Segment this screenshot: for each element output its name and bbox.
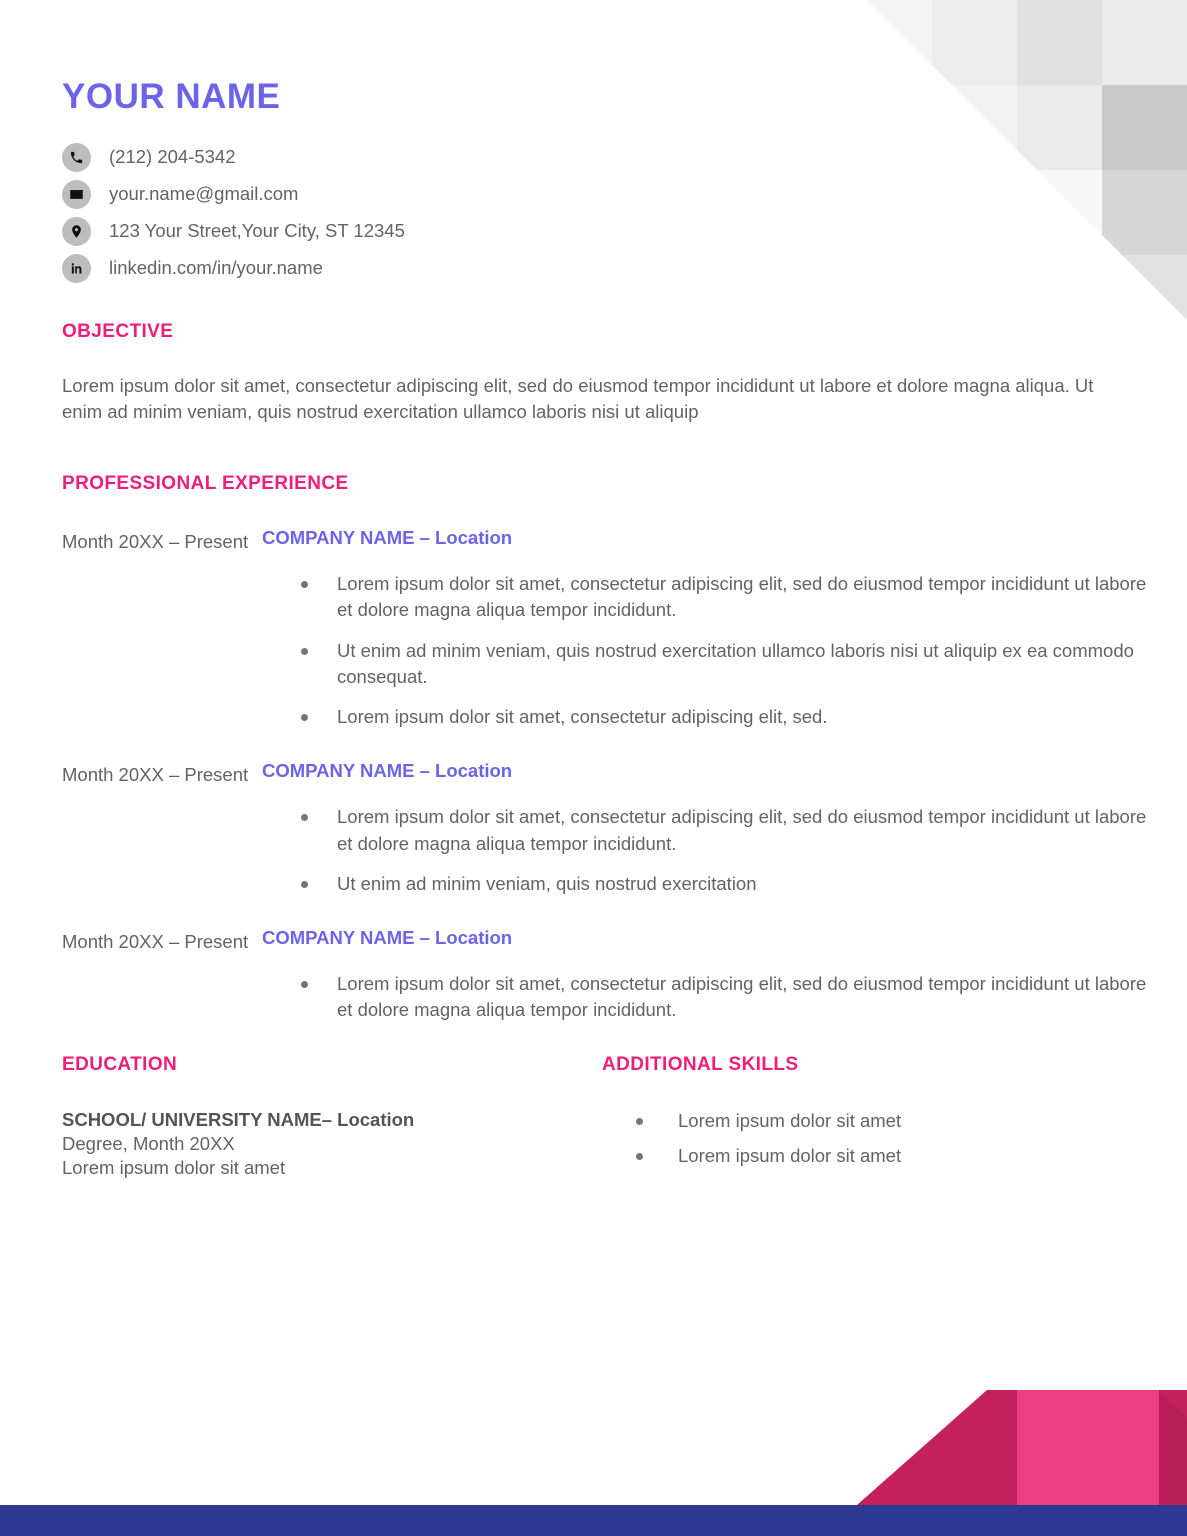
experience-body <box>262 527 1147 730</box>
experience-company: COMPANY NAME – Location <box>262 927 513 949</box>
experience-date: Month 20XX – Present <box>62 931 249 953</box>
list-item: Lorem ipsum dolor sit amet, consectetur adipiscing elit, sed. <box>262 704 1147 730</box>
experience-body <box>262 760 1147 897</box>
email-icon <box>62 180 91 209</box>
linkedin-icon <box>62 254 91 283</box>
experience-bullet-list <box>262 804 1147 897</box>
skills-list <box>602 1108 1147 1170</box>
experience-entry <box>62 760 1147 897</box>
education-column <box>62 1054 602 1180</box>
objective-text: Lorem ipsum dolor sit amet, consectetur adipiscing elit, sed do eiusmod tempor incididunt ut labore et dolore magna aliqua. Ut enim ad minim veniam, quis nostrud exercitation ullamco laboris nisi ut aliquip <box>62 374 1094 422</box>
contact-value-linkedin: linkedin.com/in/your.name <box>109 256 323 278</box>
section-heading-education: EDUCATION <box>62 1053 178 1075</box>
experience-bullet-list <box>262 971 1147 1024</box>
phone-icon <box>62 143 91 172</box>
bottom-blue-bar <box>0 1505 1187 1536</box>
list-item: Lorem ipsum dolor sit amet <box>602 1143 1147 1169</box>
contact-row-address[interactable] <box>62 213 1147 250</box>
bottom-columns <box>62 1054 1147 1180</box>
experience-company: COMPANY NAME – Location <box>262 527 513 549</box>
contact-value-email: your.name@gmail.com <box>109 182 299 204</box>
section-heading-experience: PROFESSIONAL EXPERIENCE <box>62 473 349 495</box>
contact-value-phone: (212) 204-5342 <box>109 145 236 167</box>
list-item: Ut enim ad minim veniam, quis nostrud exercitation <box>262 871 1147 897</box>
section-heading-skills: ADDITIONAL SKILLS <box>602 1053 799 1075</box>
list-item: Lorem ipsum dolor sit amet, consectetur adipiscing elit, sed do eiusmod tempor incididunt ut labore et dolore magna aliqua tempor incididunt. <box>262 971 1147 1024</box>
education-school-name: SCHOOL/ UNIVERSITY NAME– Location <box>62 1108 415 1130</box>
list-item: Ut enim ad minim veniam, quis nostrud exercitation ullamco laboris nisi ut aliquip ex ea commodo consequat. <box>262 638 1147 691</box>
experience-date: Month 20XX – Present <box>62 531 249 553</box>
experience-body <box>262 927 1147 1024</box>
education-detail: Lorem ipsum dolor sit amet <box>62 1156 286 1178</box>
list-item: Lorem ipsum dolor sit amet, consectetur adipiscing elit, sed do eiusmod tempor incididunt ut labore et dolore magna aliqua tempor incididunt. <box>262 571 1147 624</box>
contact-row-email[interactable] <box>62 176 1147 213</box>
section-heading-objective: OBJECTIVE <box>62 320 174 342</box>
contact-list <box>62 139 1147 287</box>
experience-entry <box>62 927 1147 1024</box>
experience-bullet-list <box>262 571 1147 730</box>
pink-geometric-decoration-icon <box>857 1345 1187 1505</box>
page-title: YOUR NAME <box>62 77 281 116</box>
contact-row-linkedin[interactable] <box>62 250 1147 287</box>
experience-entry <box>62 527 1147 730</box>
education-degree: Degree, Month 20XX <box>62 1132 235 1154</box>
experience-company: COMPANY NAME – Location <box>262 760 513 782</box>
list-item: Lorem ipsum dolor sit amet <box>602 1108 1147 1134</box>
skills-column <box>602 1054 1147 1180</box>
experience-date: Month 20XX – Present <box>62 764 249 786</box>
list-item: Lorem ipsum dolor sit amet, consectetur adipiscing elit, sed do eiusmod tempor incididunt ut labore et dolore magna aliqua tempor incididunt. <box>262 804 1147 857</box>
contact-value-address: 123 Your Street,Your City, ST 12345 <box>109 219 405 241</box>
location-pin-icon <box>62 217 91 246</box>
contact-row-phone[interactable] <box>62 139 1147 176</box>
